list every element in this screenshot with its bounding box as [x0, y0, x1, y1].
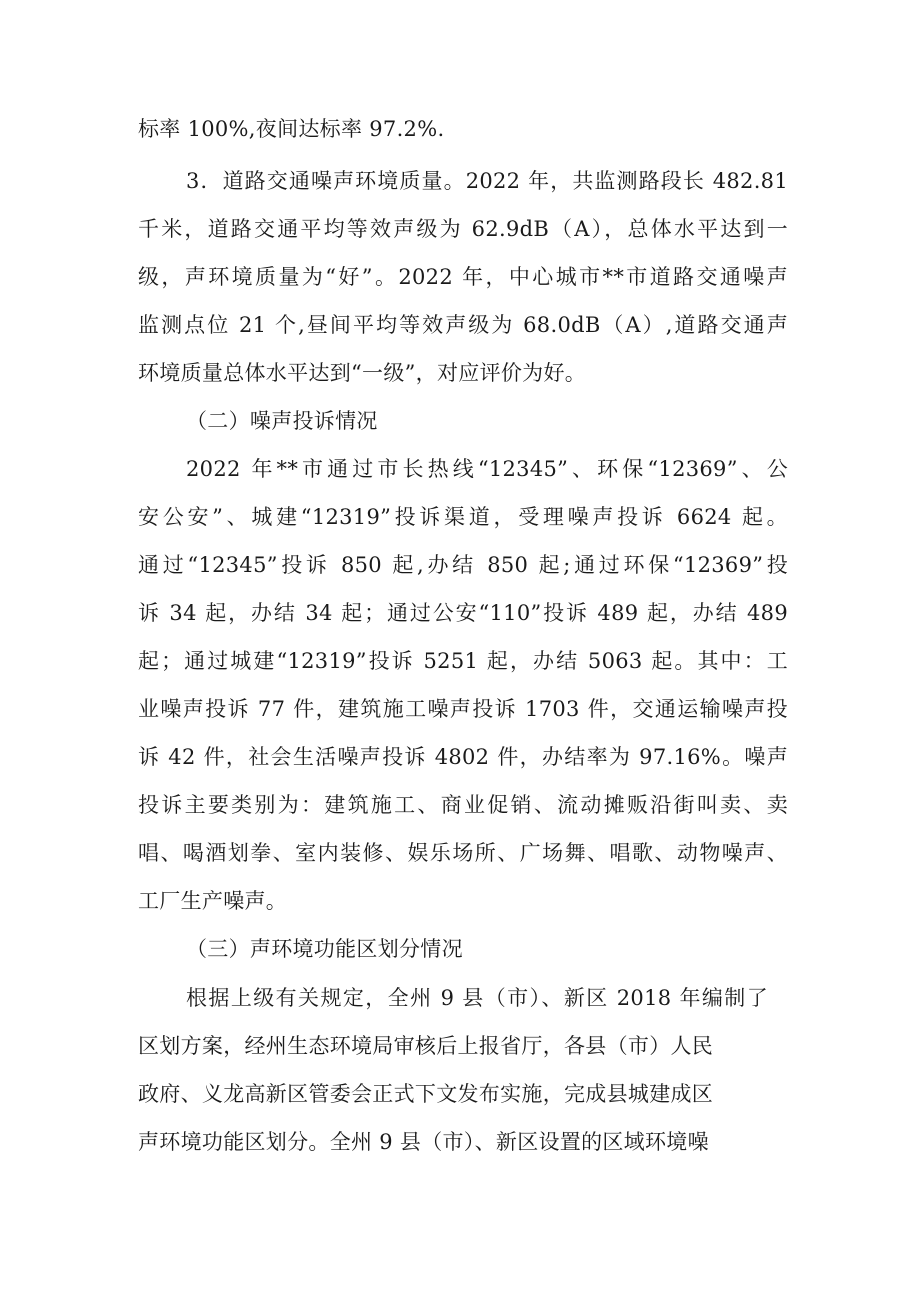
paragraph-line: 声环境功能区划分。全州 9 县（市）、新区设置的区域环境噪: [138, 1130, 709, 1154]
paragraph-line: 环境质量总体水平达到“一级”，对应评价为好。: [138, 361, 587, 385]
paragraph-line: 监测点位 21 个,昼间平均等效声级为 68.0dB（A）,道路交通声: [138, 313, 788, 337]
paragraph-line: 唱、喝酒划拳、室内装修、娱乐场所、广场舞、唱歌、动物噪声、: [138, 841, 788, 865]
paragraph-line: 投诉主要类别为：建筑施工、商业促销、流动摊贩沿街叫卖、卖: [138, 793, 788, 817]
paragraph-line: 政府、义龙高新区管委会正式下文发布实施，完成县城建成区: [138, 1082, 714, 1106]
paragraph-line: 根据上级有关规定，全州 9 县（市）、新区 2018 年编制了: [186, 986, 768, 1010]
paragraph-line: 标率 100%,夜间达标率 97.2%.: [138, 117, 445, 141]
section-heading: （二）噪声投诉情况: [186, 409, 378, 433]
paragraph-line: 工厂生产噪声。: [138, 889, 288, 913]
paragraph-line: 级，声环境质量为“好”。2022 年，中心城市**市道路交通噪声: [138, 265, 788, 289]
paragraph-line: 2022 年**市通过市长热线“12345”、环保“12369”、公: [186, 457, 788, 481]
paragraph-line: 起；通过城建“12319”投诉 5251 起，办结 5063 起。其中：工: [138, 649, 788, 673]
paragraph-line: 千米，道路交通平均等效声级为 62.9dB（A），总体水平达到一: [138, 217, 788, 241]
paragraph-line: 诉 34 起，办结 34 起；通过公安“110”投诉 489 起，办结 489: [138, 601, 788, 625]
paragraph-line: 诉 42 件，社会生活噪声投诉 4802 件，办结率为 97.16%。噪声: [138, 745, 788, 769]
paragraph-line: 3．道路交通噪声环境质量。2022 年，共监测路段长 482.81: [186, 169, 788, 193]
paragraph-line: 区划方案，经州生态环境局审核后上报省厅，各县（市）人民: [138, 1034, 714, 1058]
paragraph-line: 安公安”、城建“12319”投诉渠道，受理噪声投诉 6624 起。: [138, 505, 788, 529]
paragraph-line: 业噪声投诉 77 件，建筑施工噪声投诉 1703 件，交通运输噪声投: [138, 697, 788, 721]
paragraph-line: 通过“12345”投诉 850 起,办结 850 起;通过环保“12369”投: [138, 553, 788, 577]
section-heading: （三）声环境功能区划分情况: [186, 937, 463, 961]
